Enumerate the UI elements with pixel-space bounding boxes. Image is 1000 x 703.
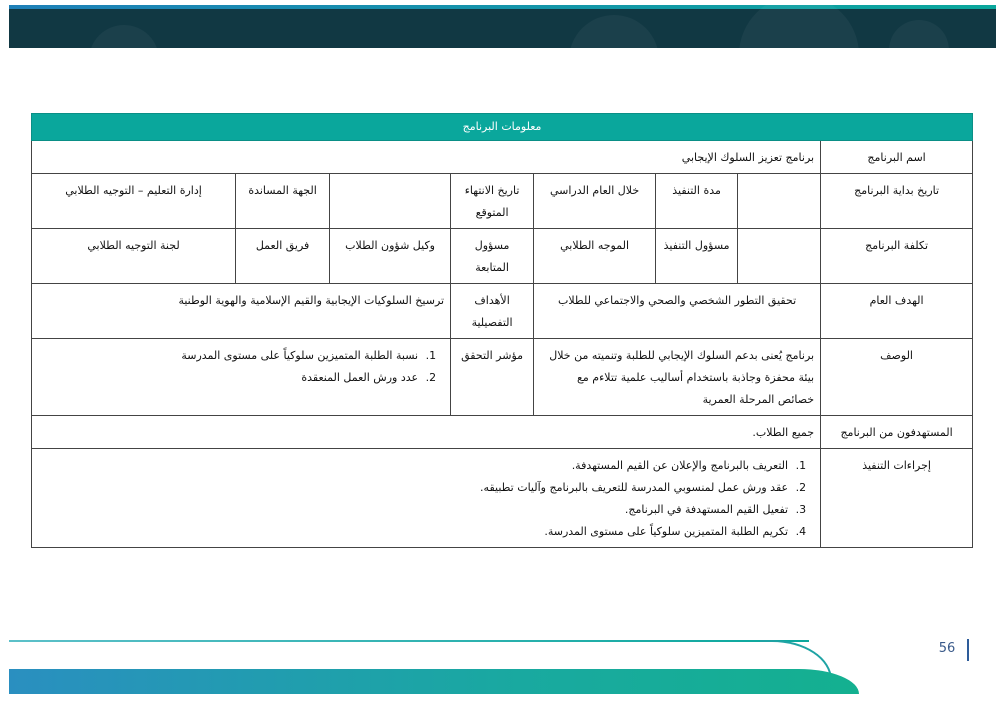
list-item: 1. التعريف بالبرنامج والإعلان عن القيم المستهدفة. — [38, 455, 792, 477]
top-banner-accent-line — [9, 5, 996, 9]
follow-resp-label: مسؤول المتابعة — [451, 229, 534, 284]
table-header: معلومات البرنامج — [32, 114, 973, 141]
procedures-label: إجراءات التنفيذ — [821, 449, 973, 548]
team-label: فريق العمل — [236, 229, 330, 284]
program-info-table — [31, 113, 973, 548]
description-value: برنامج يُعنى بدعم السلوك الإيجابي للطلبة وتنميته من خلال بيئة محفزة وجاذبة باستخدام أساليب علمية تتلاءم مع خصائص المرحلة العمرية — [534, 339, 821, 416]
row-description — [32, 339, 973, 416]
top-banner — [9, 5, 996, 48]
procedures-list — [38, 455, 814, 543]
general-goal-label: الهدف العام — [821, 284, 973, 339]
exec-resp-label: مسؤول التنفيذ — [656, 229, 738, 284]
exec-resp-value: الموجه الطلابي — [534, 229, 656, 284]
end-date-label: تاريخ الانتهاء المتوقع — [451, 174, 534, 229]
decorative-circle — [89, 25, 159, 48]
cost-value — [738, 229, 821, 284]
list-item: 2. عقد ورش عمل لمنسوبي المدرسة للتعريف بالبرنامج وآليات تطبيقه. — [38, 477, 792, 499]
cost-label: تكلفة البرنامج — [821, 229, 973, 284]
team-value: لجنة التوجيه الطلابي — [32, 229, 236, 284]
duration-label: مدة التنفيذ — [656, 174, 738, 229]
beneficiaries-label: المستهدفون من البرنامج — [821, 416, 973, 449]
footer-line — [9, 640, 809, 642]
row-dates — [32, 174, 973, 229]
page-number-divider — [967, 639, 969, 661]
row-procedures — [32, 449, 973, 548]
row-goals — [32, 284, 973, 339]
indicators-list — [38, 345, 444, 389]
page-number: 56 — [938, 641, 956, 656]
row-program-name — [32, 141, 973, 174]
program-name-value: برنامج تعزيز السلوك الإيجابي — [32, 141, 821, 174]
list-item: 4. تكريم الطلبة المتميزين سلوكياً على مستوى المدرسة. — [38, 521, 792, 543]
procedures-cell — [32, 449, 821, 548]
detailed-goals-value: ترسيخ السلوكيات الإيجابية والقيم الإسلامية والهوية الوطنية — [32, 284, 451, 339]
detailed-goals-label: الأهداف التفصيلية — [451, 284, 534, 339]
beneficiaries-value: جميع الطلاب. — [32, 416, 821, 449]
description-label: الوصف — [821, 339, 973, 416]
start-date-value — [738, 174, 821, 229]
program-name-label: اسم البرنامج — [821, 141, 973, 174]
decorative-circle — [739, 5, 859, 48]
list-item: 1. نسبة الطلبة المتميزين سلوكياً على مستوى المدرسة — [38, 345, 422, 367]
support-label: الجهة المساندة — [236, 174, 330, 229]
table-header-row — [32, 114, 973, 141]
end-date-value — [330, 174, 451, 229]
start-date-label: تاريخ بداية البرنامج — [821, 174, 973, 229]
follow-resp-value: وكيل شؤون الطلاب — [330, 229, 451, 284]
decorative-circle — [889, 20, 949, 48]
row-beneficiaries — [32, 416, 973, 449]
list-item: 2. عدد ورش العمل المنعقدة — [38, 367, 422, 389]
support-value: إدارة التعليم – التوجيه الطلابي — [32, 174, 236, 229]
indicator-label: مؤشر التحقق — [451, 339, 534, 416]
duration-value: خلال العام الدراسي — [534, 174, 656, 229]
indicators-cell — [32, 339, 451, 416]
general-goal-value: تحقيق التطور الشخصي والصحي والاجتماعي للطلاب — [534, 284, 821, 339]
row-cost — [32, 229, 973, 284]
list-item: 3. تفعيل القيم المستهدفة في البرنامج. — [38, 499, 792, 521]
decorative-circle — [569, 15, 659, 48]
footer-band — [9, 669, 859, 694]
